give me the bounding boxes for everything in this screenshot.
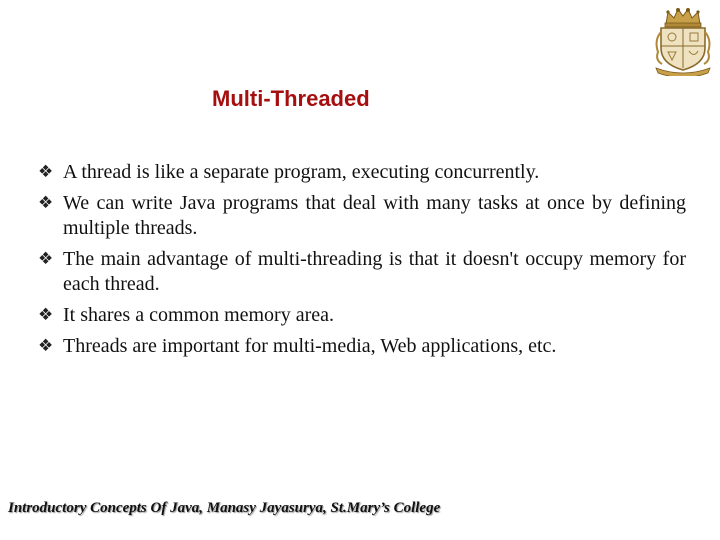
diamond-bullet-icon: ❖ [38,336,54,356]
bullet-text: It shares a common memory area. [63,304,335,326]
diamond-bullet-icon: ❖ [38,305,54,325]
bullet-text: Threads are important for multi-media, Web applications, etc. [63,335,557,357]
list-item [38,303,686,328]
bullet-list [38,160,686,365]
list-item [38,191,686,241]
diamond-bullet-icon: ❖ [38,193,54,213]
bullet-text: The main advantage of multi-threading is that it doesn't occupy memory for each thread. [63,248,686,295]
list-item [38,334,686,359]
list-item [38,247,686,297]
diamond-bullet-icon: ❖ [38,162,54,182]
college-crest-icon [652,6,714,76]
list-item [38,160,686,185]
diamond-bullet-icon: ❖ [38,249,54,269]
slide-title: Multi-Threaded [212,86,370,111]
bullet-text: We can write Java programs that deal with many tasks at once by defining multiple threads. [63,192,686,239]
slide-footer: Introductory Concepts Of Java, Manasy Jayasurya, St.Mary’s College [8,500,441,516]
bullet-text: A thread is like a separate program, executing concurrently. [63,161,540,183]
